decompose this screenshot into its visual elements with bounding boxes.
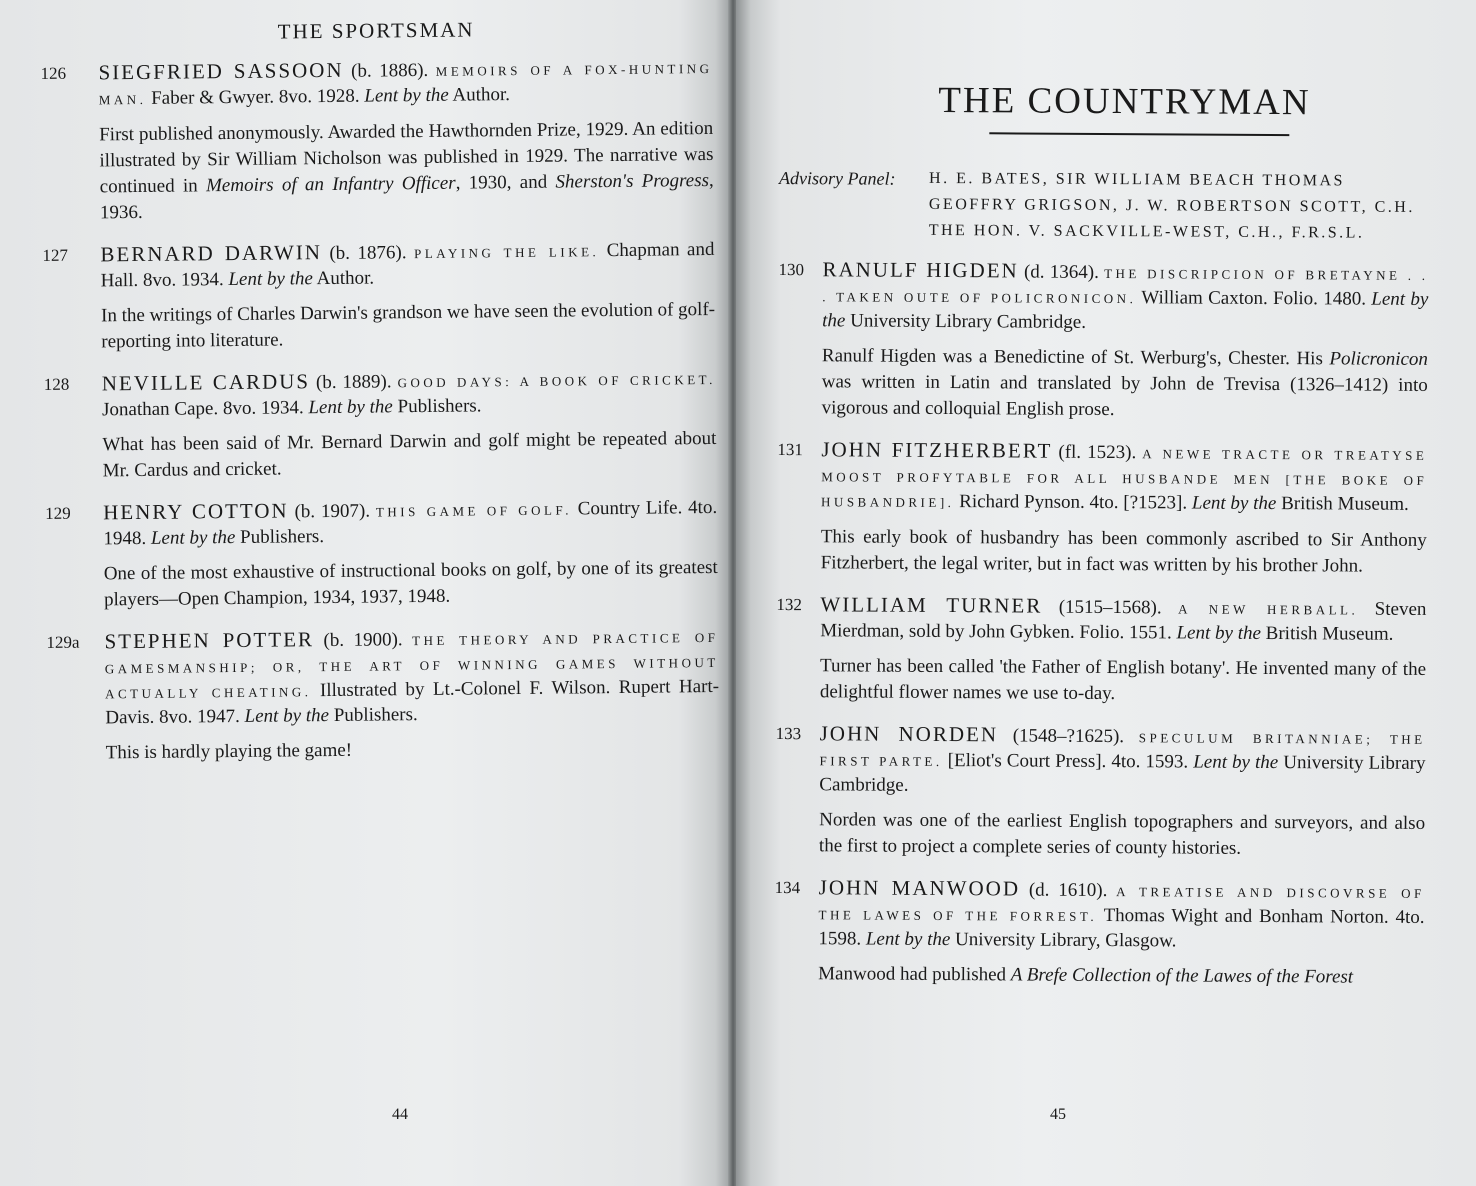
- title-rule: [989, 132, 1289, 136]
- entry-number: 129: [45, 503, 71, 523]
- advisory-panel: [779, 165, 1429, 247]
- entry-heading: [818, 875, 1424, 955]
- author-name: WILLIAM TURNER: [820, 592, 1043, 618]
- publication-details: Jonathan Cape. 8vo. 1934.: [101, 397, 304, 421]
- catalogue-entry: [46, 623, 719, 767]
- publication-details: Steven Mierdman, sold by John Gybken. Folio. 1551.: [820, 598, 1427, 644]
- publication-details: William Caxton. Folio. 1480.: [1141, 287, 1367, 310]
- note-text: was written in Latin and translated by John de Trevisa (1326–1412) into vigorous and colloquial English prose.: [821, 371, 1428, 421]
- entry-number: 127: [42, 245, 69, 265]
- author-dates: (d. 1610).: [1028, 879, 1108, 902]
- lent-by: Lent by the: [1176, 622, 1262, 644]
- entry-heading: [821, 437, 1427, 518]
- advisory-names: [929, 166, 1415, 247]
- entry-note: [819, 807, 1425, 863]
- entry-heading: [98, 54, 713, 112]
- running-head: THE SPORTSMAN: [277, 17, 475, 44]
- lender: Publishers.: [239, 526, 325, 548]
- entry-body: [822, 257, 1429, 425]
- catalogue-entry: [776, 592, 1427, 709]
- note-italic-title: Policronicon: [1329, 348, 1429, 370]
- author-name: NEVILLE CARDUS: [101, 369, 311, 396]
- author-name: HENRY COTTON: [103, 498, 289, 525]
- lender: Publishers.: [333, 704, 418, 726]
- note-text: First published anonymously. Awarded the Hawthornden Prize, 1929. An edition illustrated by Sir William Nicholson was published in 1929. The narrative was continued in: [99, 117, 714, 198]
- entry-note: [818, 961, 1424, 991]
- right-entries: [774, 257, 1428, 991]
- entry-note: [106, 734, 720, 766]
- lent-by: Lent by the: [228, 268, 313, 291]
- left-page-content: [40, 15, 720, 783]
- note-italic-title: Sherston's Progress: [555, 170, 710, 193]
- author-name: JOHN FITZHERBERT: [821, 437, 1053, 463]
- entry-number: 130: [778, 259, 805, 280]
- author-dates: (fl. 1523).: [1058, 441, 1137, 464]
- publication-details: Faber & Gwyer. 8vo. 1928.: [151, 85, 360, 109]
- catalogue-entry: [45, 494, 718, 614]
- lent-by: Lent by the: [1193, 751, 1279, 774]
- book-title: THE THEORY AND PRACTICE OF GAMESMANSHIP; OR, THE ART OF WINNING GAMES WITHOUT ACTUALLY CHEATING.: [104, 629, 719, 702]
- lender: Publishers.: [397, 395, 482, 418]
- note-text: This is hardly playing the game!: [105, 739, 353, 764]
- note-italic-title: A Brefe Collection of the Lawes of the Forest: [1010, 964, 1354, 988]
- entry-heading: [103, 494, 718, 551]
- note-text: , 1930, and: [455, 171, 556, 194]
- author-name: RANULF HIGDEN: [822, 257, 1019, 283]
- lent-by: Lent by the: [244, 705, 330, 727]
- author-name: JOHN MANWOOD: [818, 875, 1021, 901]
- entry-body: [818, 875, 1425, 991]
- entry-body: [820, 592, 1427, 709]
- book-title: THIS GAME OF GOLF.: [375, 502, 572, 520]
- note-text: One of the most exhaustive of instructional books on golf, by one of its greatest players—Open Champion, 1934, 1937, 1948.: [103, 556, 718, 611]
- book-title: MEMOIRS OF A FOX-HUNTING MAN.: [98, 60, 713, 108]
- lent-by: Lent by the: [364, 84, 449, 107]
- book-title: SPECULUM BRITANNIAE; THE FIRST PARTE.: [819, 730, 1426, 770]
- entry-body: [104, 623, 719, 766]
- note-text: Turner has been called 'the Father of English botany'. He invented many of the delightful flower names we use to-day.: [819, 655, 1427, 705]
- author-dates: (b. 1886).: [350, 59, 429, 82]
- note-italic-title: Memoirs of an Infantry Officer: [205, 172, 456, 197]
- entry-heading: [102, 365, 717, 422]
- catalogue-entry: [774, 875, 1425, 991]
- entry-body: [100, 236, 715, 355]
- author-dates: (1548–?1625).: [1012, 725, 1125, 748]
- entry-number: 134: [774, 877, 801, 898]
- lender: University Library Cambridge.: [850, 310, 1087, 333]
- author-name: BERNARD DARWIN: [100, 240, 323, 267]
- entry-note: [820, 653, 1426, 709]
- advisory-line: H. E. BATES, SIR WILLIAM BEACH THOMAS: [928, 169, 1346, 190]
- entry-note: [821, 524, 1427, 580]
- book-title: A TREATISE AND DISCOVRSE OF THE LAWES OF THE FORREST.: [818, 884, 1425, 924]
- entry-body: [819, 721, 1426, 863]
- entry-number: 132: [776, 594, 802, 615]
- entry-heading: [104, 623, 719, 730]
- author-dates: (b. 1876).: [329, 242, 407, 264]
- page-number-right: 45: [1050, 1106, 1066, 1123]
- entry-body: [103, 494, 718, 613]
- entry-heading: [820, 592, 1426, 647]
- entry-heading: [822, 257, 1428, 337]
- note-text: Ranulf Higden was a Benedictine of St. Werburg's, Chester. His: [821, 345, 1330, 370]
- lent-by: Lent by the: [308, 396, 393, 419]
- catalogue-entry: [42, 236, 715, 356]
- advisory-label: Advisory Panel:: [778, 167, 896, 189]
- book-title: GOOD DAYS: A BOOK OF CRICKET.: [397, 371, 716, 391]
- right-page: [736, 0, 1476, 1186]
- entry-number: 131: [777, 439, 803, 460]
- advisory-line: GEOFFRY GRIGSON, J. W. ROBERTSON SCOTT, C.H.: [928, 195, 1415, 216]
- entry-note: [101, 297, 716, 355]
- note-text: Norden was one of the earliest English topographers and surveyors, and also the first to project a complete series of county histories.: [818, 809, 1426, 859]
- lender: British Museum.: [1265, 622, 1394, 645]
- entry-number: 133: [775, 723, 802, 744]
- publication-details: Illustrated by Lt.-Colonel F. Wilson. Rupert Hart-Davis. 8vo. 1947.: [105, 675, 720, 729]
- lender: Author.: [452, 84, 511, 106]
- publication-details: Richard Pynson. 4to. [?1523].: [959, 491, 1188, 514]
- publication-details: Thomas Wight and Bonham Norton. 4to. 1598.: [818, 904, 1425, 950]
- note-text: In the writings of Charles Darwin's grandson we have seen the evolution of golf-reporting into literature.: [100, 298, 716, 353]
- left-page: [0, 0, 730, 1186]
- publication-details: [Eliot's Court Press]. 4to. 1593.: [947, 750, 1189, 773]
- catalogue-entry: [775, 721, 1426, 863]
- entry-note: [102, 426, 717, 484]
- book-title: THE DISCRIPCION OF BRETAYNE . . . TAKEN OUTE OF POLICRONICON.: [822, 265, 1429, 307]
- author-dates: (1515–1568).: [1058, 596, 1162, 619]
- publication-details: Country Life. 4to. 1948.: [103, 496, 718, 550]
- section-title: THE COUNTRYMAN: [938, 79, 1311, 124]
- note-text: , 1936.: [99, 169, 714, 224]
- entry-number: 129a: [46, 632, 80, 652]
- lender: British Museum.: [1281, 493, 1409, 515]
- lent-by: Lent by the: [822, 288, 1429, 332]
- entry-number: 126: [40, 63, 67, 83]
- entry-body: [821, 437, 1428, 580]
- catalogue-entry: [777, 437, 1428, 580]
- lent-by: Lent by the: [150, 526, 236, 549]
- page-number-left: 44: [392, 1106, 408, 1123]
- entry-body: [102, 365, 717, 484]
- publication-details: Chapman and Hall. 8vo. 1934.: [100, 238, 715, 292]
- author-dates: (b. 1907).: [294, 500, 371, 523]
- note-text: Manwood had published: [818, 963, 1011, 986]
- entry-body: [98, 54, 714, 226]
- catalogue-entry: [44, 365, 717, 485]
- catalogue-entry: [40, 54, 714, 227]
- book-title: PLAYING THE LIKE.: [413, 244, 600, 262]
- author-dates: (b. 1889).: [315, 371, 392, 394]
- lender: University Library Cambridge.: [819, 752, 1426, 796]
- author-name: JOHN NORDEN: [819, 721, 999, 747]
- author-name: STEPHEN POTTER: [104, 627, 315, 654]
- entry-number: 128: [43, 374, 70, 394]
- advisory-line: THE HON. V. SACKVILLE-WEST, C.H., F.R.S.L.: [928, 221, 1365, 242]
- author-dates: (d. 1364).: [1023, 261, 1099, 283]
- lent-by: Lent by the: [1191, 492, 1277, 515]
- catalogue-entry: [778, 257, 1429, 425]
- entry-heading: [819, 721, 1425, 801]
- lent-by: Lent by the: [865, 928, 951, 951]
- book-title: A NEWE TRACTE OR TREATYSE MOOST PROFYTABLE FOR ALL HUSBANDE MEN [THE BOKE OF HUSBANDRIE].: [821, 446, 1428, 511]
- lender: Author.: [316, 267, 375, 290]
- note-text: This early book of husbandry has been commonly ascribed to Sir Anthony Fitzherbert, the legal writer, but in fact was written by his brother John.: [820, 526, 1427, 577]
- left-entries: [40, 54, 719, 767]
- author-dates: (b. 1900).: [323, 629, 403, 652]
- note-text: What has been said of Mr. Bernard Darwin and golf might be repeated about Mr. Cardus and cricket.: [102, 427, 717, 482]
- right-page-content: [774, 22, 1430, 1007]
- book-title: A NEW HERBALL.: [1178, 601, 1359, 618]
- entry-heading: [100, 236, 715, 293]
- lender: University Library, Glasgow.: [955, 929, 1177, 952]
- author-name: SIEGFRIED SASSOON: [98, 57, 344, 85]
- entry-note: [822, 343, 1428, 425]
- entry-note: [104, 555, 719, 613]
- entry-note: [99, 116, 714, 226]
